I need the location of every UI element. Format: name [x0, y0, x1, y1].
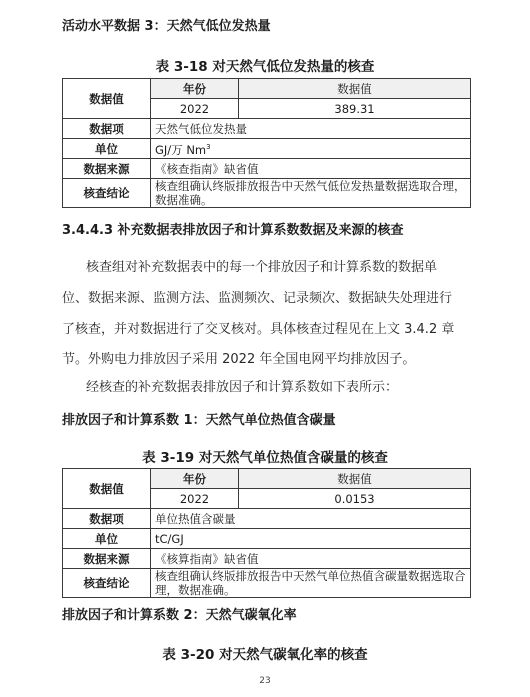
page-number: 23: [259, 676, 271, 686]
item-value: 单位热值含碳量: [151, 509, 471, 529]
year-cell: 2022: [151, 99, 239, 119]
item-label: 数据项: [63, 119, 151, 139]
unit-label: 单位: [63, 529, 151, 549]
unit-superscript: 3: [206, 143, 211, 152]
source-label: 数据来源: [63, 549, 151, 569]
section-heading-factor-1: 排放因子和计算系数 1：天然气单位热值含碳量: [62, 413, 336, 428]
paragraph-line-3: 了核查，并对数据进行了交叉核对。具体核查过程见在上文 3.4.2 章: [62, 322, 455, 337]
table-3-18: [62, 78, 471, 208]
year-header: 年份: [151, 79, 239, 99]
year-header: 年份: [151, 469, 239, 489]
value-header: 数据值: [239, 469, 471, 489]
section-heading-activity-data-3: 活动水平数据 3：天然气低位发热量: [62, 19, 271, 34]
value-cell: 0.0153: [239, 489, 471, 509]
unit-value-cell: [151, 139, 471, 159]
year-cell: 2022: [151, 489, 239, 509]
conclusion-value: 核查组确认终版排放报告中天然气低位发热量数据选取合理，数据准确。: [151, 179, 471, 208]
unit-label: 单位: [63, 139, 151, 159]
paragraph-line-4: 节。外购电力排放因子采用 2022 年全国电网平均排放因子。: [62, 352, 416, 367]
table-title-3-18: 表 3-18 对天然气低位发热量的核查: [155, 59, 375, 75]
section-heading-factor-2: 排放因子和计算系数 2：天然气碳氧化率: [62, 608, 297, 623]
section-heading-3-4-4-3: 3.4.4.3 补充数据表排放因子和计算系数数据及来源的核查: [62, 223, 404, 238]
conclusion-label: 核查结论: [63, 179, 151, 208]
item-value: 天然气低位发热量: [151, 119, 471, 139]
source-value: 《核算指南》缺省值: [151, 549, 471, 569]
source-value: 《核查指南》缺省值: [151, 159, 471, 179]
conclusion-label: 核查结论: [63, 569, 151, 598]
conclusion-value: 核查组确认终版排放报告中天然气单位热值含碳量数据选取合理，数据准确。: [151, 569, 471, 598]
paragraph-2: 经核查的补充数据表排放因子和计算系数如下表所示：: [86, 380, 399, 395]
unit-value: GJ/万 Nm: [155, 142, 207, 157]
source-label: 数据来源: [63, 159, 151, 179]
value-header: 数据值: [239, 79, 471, 99]
paragraph-line-1: 核查组对补充数据表中的每一个排放因子和计算系数的数据单: [86, 260, 438, 275]
table-title-3-19: 表 3-19 对天然气单位热值含碳量的核查: [142, 450, 388, 466]
paragraph-line-2: 位、数据来源、监测方法、监测频次、记录频次、数据缺失处理进行: [62, 291, 453, 306]
data-value-label: 数据值: [63, 469, 151, 509]
table-title-3-20: 表 3-20 对天然气碳氧化率的核查: [162, 647, 368, 663]
unit-value: tC/GJ: [151, 529, 471, 549]
item-label: 数据项: [63, 509, 151, 529]
data-value-label: 数据值: [63, 79, 151, 119]
table-3-19: [62, 468, 471, 598]
value-cell: 389.31: [239, 99, 471, 119]
